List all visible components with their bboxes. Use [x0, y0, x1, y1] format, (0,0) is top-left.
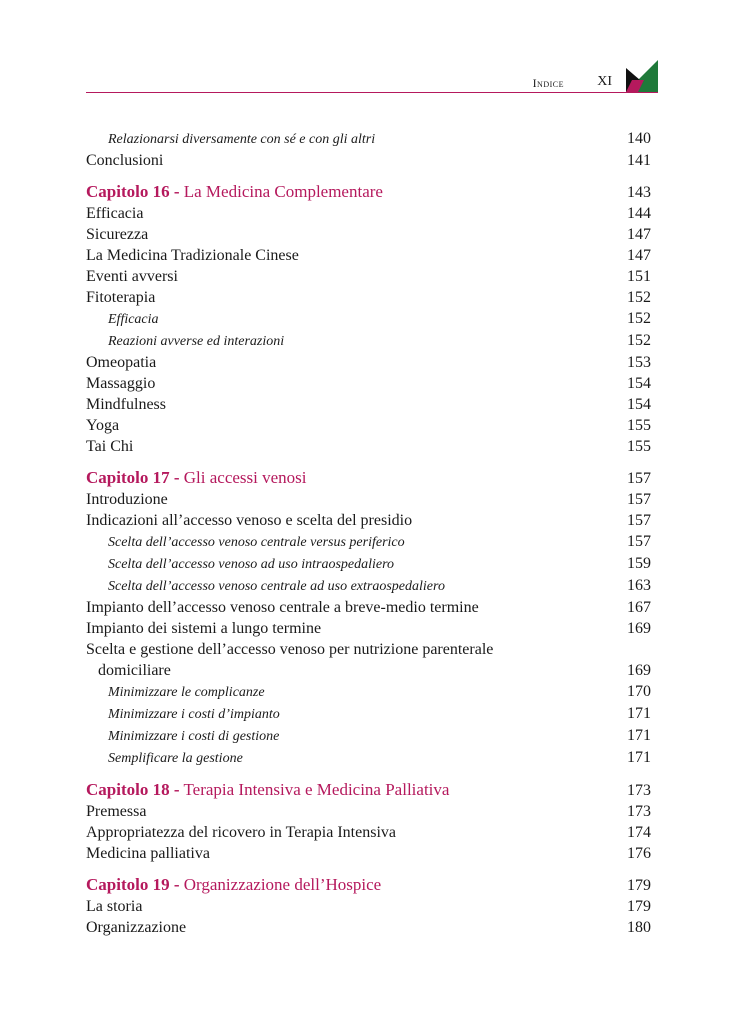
page-number: XI [597, 74, 612, 89]
toc-entry[interactable] [86, 801, 651, 822]
toc-title [86, 779, 449, 800]
toc-entry[interactable] [86, 896, 651, 917]
toc-page-number: 171 [627, 749, 651, 766]
toc-page-number: 173 [627, 782, 651, 799]
toc-page-number: 155 [627, 438, 651, 455]
toc-page-number: 147 [627, 247, 651, 264]
toc-title: Minimizzare i costi d’impianto [108, 707, 280, 722]
toc-title: Efficacia [86, 205, 144, 222]
toc-page-number: 157 [627, 533, 651, 550]
chapter-title: La Medicina Complementare [183, 182, 383, 201]
toc-entry[interactable] [86, 150, 651, 171]
toc-title: Impianto dei sistemi a lungo termine [86, 620, 322, 637]
toc-page-number: 152 [627, 289, 651, 306]
toc-title: Organizzazione [86, 919, 187, 936]
toc-title: Semplificare la gestione [108, 751, 243, 766]
toc-title: Impianto dell’accesso venoso centrale a breve-medio termine [86, 599, 479, 616]
toc-chapter[interactable] [86, 874, 651, 896]
toc-entry[interactable] [86, 352, 651, 373]
toc-entry[interactable] [86, 510, 651, 531]
chapter-title: Gli accessi venosi [183, 468, 307, 487]
toc-page-number: 147 [627, 226, 651, 243]
toc-entry[interactable] [86, 618, 651, 639]
toc-subentry[interactable] [86, 128, 651, 150]
toc-page-number: 174 [627, 824, 651, 841]
chapter-number: Capitolo 17 - [86, 468, 180, 487]
toc-page-number: 173 [627, 803, 651, 820]
toc-subentry[interactable] [86, 681, 651, 703]
toc-page-number: 155 [627, 417, 651, 434]
toc-entry[interactable] [86, 287, 651, 308]
toc-chapter[interactable] [86, 779, 651, 801]
toc-subentry[interactable] [86, 703, 651, 725]
toc-page-number: 179 [627, 898, 651, 915]
toc-entry[interactable] [86, 436, 651, 457]
chapter-number: Capitolo 16 - [86, 182, 180, 201]
toc-entry[interactable] [86, 394, 651, 415]
toc-page-number: 140 [627, 130, 651, 147]
toc-page-number: 141 [627, 152, 651, 169]
toc-page-number: 157 [627, 491, 651, 508]
toc-title: Minimizzare i costi di gestione [108, 729, 280, 744]
toc-page-number: 171 [627, 727, 651, 744]
toc-entry[interactable] [86, 489, 651, 510]
toc-title: La Medicina Tradizionale Cinese [86, 247, 299, 264]
toc-page-number: 170 [627, 683, 651, 700]
toc-title: Fitoterapia [86, 289, 156, 306]
toc-page-number: 169 [627, 662, 651, 679]
toc-entry[interactable] [86, 373, 651, 394]
toc-page-number: 180 [627, 919, 651, 936]
toc-page-number: 167 [627, 599, 651, 616]
toc-page-number: 143 [627, 184, 651, 201]
page-header [86, 60, 658, 93]
toc-title: Sicurezza [86, 226, 149, 243]
toc-title: Omeopatia [86, 354, 157, 371]
toc-title: Yoga [86, 417, 120, 434]
toc-chapter[interactable] [86, 467, 651, 489]
toc-title: Introduzione [86, 491, 168, 508]
toc-title: Tai Chi [86, 438, 134, 455]
toc-page-number: 144 [627, 205, 651, 222]
toc-subentry[interactable] [86, 308, 651, 330]
toc-entry[interactable] [86, 203, 651, 224]
toc-page-number: 176 [627, 845, 651, 862]
toc-title: Conclusioni [86, 152, 164, 169]
toc-title: Premessa [86, 803, 147, 820]
toc-entry[interactable] [86, 224, 651, 245]
table-of-contents [86, 128, 651, 938]
toc-entry[interactable] [86, 917, 651, 938]
toc-subentry[interactable] [86, 330, 651, 352]
publisher-logo-icon [626, 60, 658, 92]
toc-title: Eventi avversi [86, 268, 178, 285]
toc-page-number: 157 [627, 512, 651, 529]
toc-entry[interactable] [86, 822, 651, 843]
section-title: Indice [532, 76, 564, 90]
toc-title: Scelta dell’accesso venoso centrale versus periferico [108, 535, 405, 550]
toc-title: Scelta dell’accesso venoso centrale ad uso extraospedaliero [108, 579, 445, 594]
chapter-number: Capitolo 19 - [86, 875, 180, 894]
toc-page-number: 163 [627, 577, 651, 594]
toc-title: Scelta dell’accesso venoso ad uso intraospedaliero [108, 557, 395, 572]
toc-chapter[interactable] [86, 181, 651, 203]
toc-page-number: 169 [627, 620, 651, 637]
toc-entry[interactable] [86, 597, 651, 618]
toc-page-number: 157 [627, 470, 651, 487]
toc-entry[interactable] [86, 266, 651, 287]
toc-title: Appropriatezza del ricovero in Terapia Intensiva [86, 824, 396, 841]
chapter-title: Terapia Intensiva e Medicina Palliativa [183, 780, 450, 799]
toc-title: Mindfulness [86, 396, 166, 413]
toc-subentry[interactable] [86, 531, 651, 553]
toc-page-number: 152 [627, 310, 651, 327]
toc-title: Efficacia [108, 312, 159, 327]
toc-subentry[interactable] [86, 725, 651, 747]
toc-subentry[interactable] [86, 575, 651, 597]
toc-page-number: 153 [627, 354, 651, 371]
toc-subentry[interactable] [86, 747, 651, 769]
toc-title: domiciliare [98, 662, 171, 679]
chapter-title: Organizzazione dell’Hospice [183, 875, 382, 894]
toc-entry[interactable] [86, 843, 651, 864]
toc-page-number: 152 [627, 332, 651, 349]
toc-title [86, 181, 383, 202]
toc-entry[interactable] [86, 639, 651, 660]
toc-title: Relazionarsi diversamente con sé e con gli altri [108, 132, 376, 147]
toc-page-number: 179 [627, 877, 651, 894]
toc-page-number: 154 [627, 375, 651, 392]
toc-entry[interactable] [86, 245, 651, 266]
toc-title: Massaggio [86, 375, 156, 392]
toc-title: La storia [86, 898, 143, 915]
chapter-number: Capitolo 18 - [86, 780, 180, 799]
toc-page-number: 154 [627, 396, 651, 413]
toc-page-number: 159 [627, 555, 651, 572]
toc-entry[interactable] [86, 415, 651, 436]
toc-title [86, 467, 307, 488]
toc-title [86, 874, 381, 895]
toc-title: Reazioni avverse ed interazioni [108, 334, 285, 349]
toc-title: Medicina palliativa [86, 845, 210, 862]
toc-entry[interactable] [86, 660, 651, 681]
toc-title: Scelta e gestione dell’accesso venoso per nutrizione parenterale [86, 641, 494, 658]
toc-page-number: 151 [627, 268, 651, 285]
toc-title: Indicazioni all’accesso venoso e scelta del presidio [86, 512, 413, 529]
toc-page-number: 171 [627, 705, 651, 722]
toc-title: Minimizzare le complicanze [108, 685, 265, 700]
toc-subentry[interactable] [86, 553, 651, 575]
